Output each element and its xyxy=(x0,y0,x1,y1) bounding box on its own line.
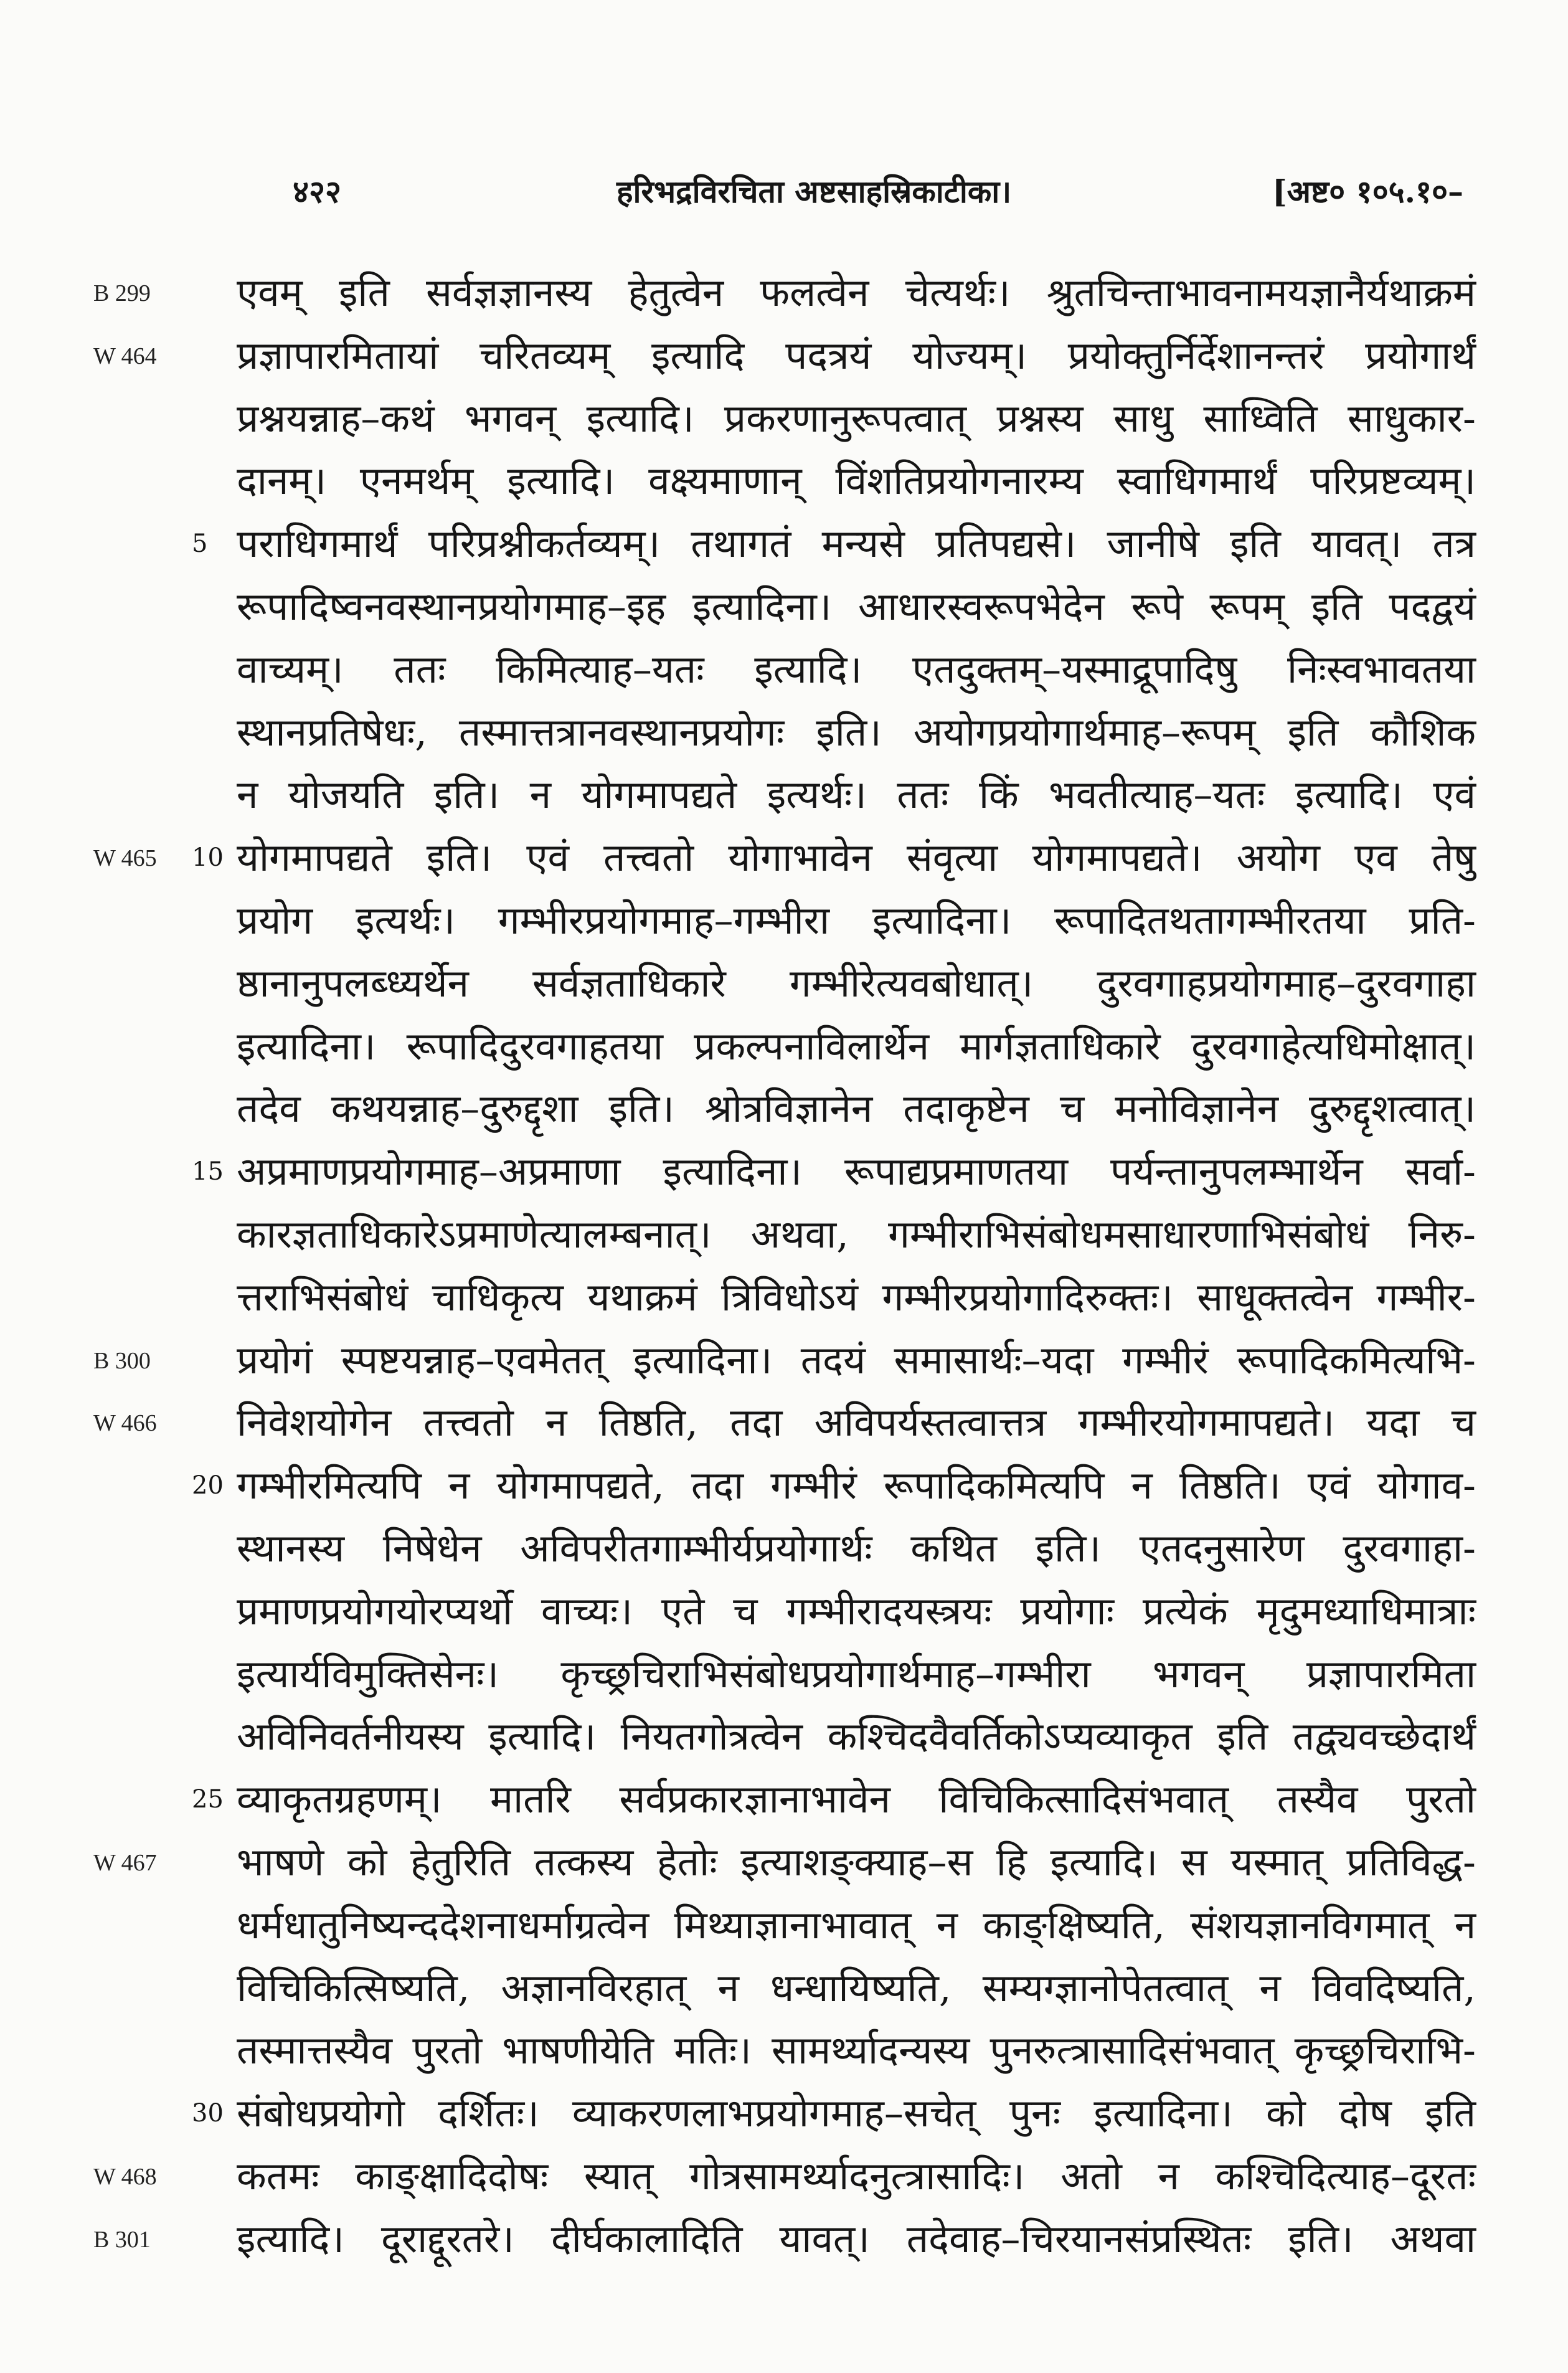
text-line: विचिकित्सिष्यति, अज्ञानविरहात् न धन्धायिष्यति, सम्यग्ज्ञानोपेतत्वात् न विवदिष्यति, xyxy=(237,1964,1476,2011)
margin-note: B 299 xyxy=(93,280,151,306)
text-line: प्रमाणप्रयोगयोरप्यर्थो वाच्यः। एते च गम्भीरादयस्त्रयः प्रयोगाः प्रत्येकं मृदुमध्याधिमात्राः xyxy=(237,1588,1476,1634)
line-number: 10 xyxy=(192,843,224,873)
line-number: 25 xyxy=(192,1785,224,1814)
page-number: ४२२ xyxy=(293,173,341,210)
text-line: स्थानस्य निषेधेन अविपरीतगाम्भीर्यप्रयोगार्थः कथित इति। एतदनुसारेण दुरवगाहा- xyxy=(237,1525,1476,1571)
text-line: स्थानप्रतिषेधः, तस्मात्तत्रानवस्थानप्रयोगः इति। अयोगप्रयोगार्थमाह–रूपम् इति कौशिक xyxy=(237,709,1476,755)
margin-note: W 465 xyxy=(93,845,157,872)
text-line: धर्मधातुनिष्यन्ददेशनाधर्माग्रत्वेन मिथ्याज्ञानाभावात् न काङ्क्षिष्यति, संशयज्ञानविगमात् न xyxy=(237,1902,1476,1948)
text-line: तदेव कथयन्नाह–दुरुद्दृशा इति। श्रोत्रविज्ञानेन तदाकृष्टेन च मनोविज्ञानेन दुरुद्दृशत्वात्। xyxy=(237,1086,1476,1132)
text-line: कारज्ञताधिकारेऽप्रमाणेत्यालम्बनात्। अथवा, गम्भीराभिसंबोधमसाधारणाभिसंबोधं निरु- xyxy=(237,1211,1476,1257)
text-line: प्रश्नयन्नाह–कथं भगवन् इत्यादि। प्रकरणानुरूपत्वात् प्रश्नस्य साधु साध्विति साधुकार- xyxy=(237,395,1476,441)
body-text xyxy=(192,262,1476,2271)
text-line: योगमापद्यते इति। एवं तत्त्वतो योगाभावेन संवृत्या योगमापद्यते। अयोग एव तेषु 10 xyxy=(237,827,1476,889)
text-line: प्रयोगं स्पष्टयन्नाह–एवमेतत् इत्यादिना। तदयं समासार्थः–यदा गम्भीरं रूपादिकमित्यभि- xyxy=(237,1337,1476,1383)
margin-note: W 467 xyxy=(93,1850,157,1876)
running-title: हरिभद्रविरचिता अष्टसाहस्रिकाटीका। xyxy=(616,173,1012,210)
text-line: पराधिगमार्थं परिप्रश्नीकर्तव्यम्। तथागतं मन्यसे प्रतिपद्यसे। जानीषे इति यावत्। तत्र 5 xyxy=(237,513,1476,575)
text-line: निवेशयोगेन तत्त्वतो न तिष्ठति, तदा अविपर्यस्तत्वात्तत्र गम्भीरयोगमापद्यते। यदा च xyxy=(237,1400,1476,1446)
text-line: इत्यार्यविमुक्तिसेनः। कृच्छ्रचिराभिसंबोधप्रयोगार्थमाह–गम्भीरा भगवन् प्रज्ञापारमिता xyxy=(237,1651,1476,1697)
text-line: एवम् इति सर्वज्ञज्ञानस्य हेतुत्वेन फलत्वेन चेत्यर्थः। श्रुतचिन्ताभावनामयज्ञानैर्यथाक्रमं xyxy=(237,270,1476,315)
text-line: न योजयति इति। न योगमापद्यते इत्यर्थः। ततः किं भवतीत्याह–यतः इत्यादि। एवं xyxy=(237,772,1476,818)
section-reference: [अष्ट० १०५.१०– xyxy=(1272,173,1463,210)
text-line: प्रज्ञापारमितायां चरितव्यम् इत्यादि पदत्रयं योज्यम्। प्रयोक्तुर्निर्देशानन्तरं प्रयोगार्थं xyxy=(237,332,1476,378)
text-line: अविनिवर्तनीयस्य इत्यादि। नियतगोत्रत्वेन कश्चिदवैवर्तिकोऽप्यव्याकृत इति तद्व्यवच्छेदार्थं xyxy=(237,1713,1476,1760)
text-line: प्रयोग इत्यर्थः। गम्भीरप्रयोगमाह–गम्भीरा इत्यादिना। रूपादितथतागम्भीरतया प्रति- xyxy=(237,897,1476,943)
margin-note: B 301 xyxy=(93,2226,151,2253)
text-line: इत्यादि। दूराद्दूरतरे। दीर्घकालादिति यावत्। तदेवाह–चिरयानसंप्रस्थितः इति। अथवा xyxy=(237,2215,1476,2262)
margin-note: B 300 xyxy=(93,1347,151,1374)
text-line: कतमः काङ्क्षादिदोषः स्यात् गोत्रसामर्थ्यादनुत्त्रासादिः। अतो न कश्चिदित्याह–दूरतः xyxy=(237,2153,1476,2199)
running-header xyxy=(293,163,1463,219)
text-line: त्तराभिसंबोधं चाधिकृत्य यथाक्रमं त्रिविधोऽयं गम्भीरप्रयोगादिरुक्तः। साधूक्तत्वेन गम्भीर- xyxy=(237,1274,1476,1320)
line-number: 15 xyxy=(192,1157,224,1186)
text-line: तस्मात्तस्यैव पुरतो भाषणीयेति मतिः। सामर्थ्यादन्यस्य पुनरुत्त्रासादिसंभवात् कृच्छ्रचिराभि- xyxy=(237,2027,1476,2073)
text-line: वाच्यम्। ततः किमित्याह–यतः इत्यादि। एतदुक्तम्–यस्माद्रूपादिषु निःस्वभावतया xyxy=(237,646,1476,692)
text-line: दानम्। एनमर्थम् इत्यादि। वक्ष्यमाणान् विंशतिप्रयोगनारम्य स्वाधिगमार्थं परिप्रष्टव्यम्। xyxy=(237,458,1476,504)
margin-note: W 466 xyxy=(93,1410,157,1437)
text-line: संबोधप्रयोगो दर्शितः। व्याकरणलाभप्रयोगमाह–सचेत् पुनः इत्यादिना। को दोष इति 30 xyxy=(237,2082,1476,2145)
text-line: व्याकृतग्रहणम्। मातरि सर्वप्रकारज्ञानाभावेन विचिकित्सादिसंभवात् तस्यैव पुरतो 25 xyxy=(237,1768,1476,1831)
text-line: रूपादिष्वनवस्थानप्रयोगमाह–इह इत्यादिना। आधारस्वरूपभेदेन रूपे रूपम् इति पदद्वयं xyxy=(237,583,1476,629)
line-number: 20 xyxy=(192,1471,224,1500)
margin-note: W 464 xyxy=(93,343,157,369)
text-line: गम्भीरमित्यपि न योगमापद्यते, तदा गम्भीरं रूपादिकमित्यपि न तिष्ठति। एवं योगाव- 20 xyxy=(237,1454,1476,1517)
text-line: भाषणे को हेतुरिति तत्कस्य हेतोः इत्याशङ्क्याह–स हि इत्यादि। स यस्मात् प्रतिविद्ध- xyxy=(237,1839,1476,1885)
line-number: 30 xyxy=(192,2099,224,2128)
text-line: ष्ठानानुपलब्ध्यर्थेन सर्वज्ञताधिकारे गम्भीरेत्यवबोधात्। दुरवगाहप्रयोगमाह–दुरवगाहा xyxy=(237,960,1476,1006)
text-line: इत्यादिना। रूपादिदुरवगाहतया प्रकल्पनाविलार्थेन मार्गज्ञताधिकारे दुरवगाहेत्यधिमोक्षात्। xyxy=(237,1023,1476,1069)
text-line: अप्रमाणप्रयोगमाह–अप्रमाणा इत्यादिना। रूपाद्यप्रमाणतया पर्यन्तानुपलम्भार्थेन सर्वा- 15 xyxy=(237,1140,1476,1203)
margin-note: W 468 xyxy=(93,2164,157,2190)
line-number: 5 xyxy=(192,529,208,559)
